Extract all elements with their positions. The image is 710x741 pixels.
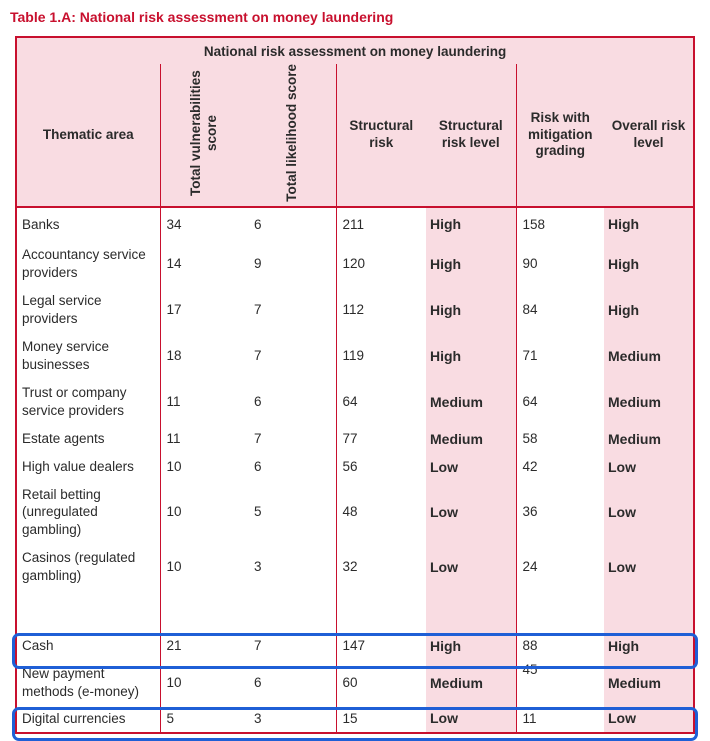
row-area: Money service businesses (16, 333, 160, 379)
row-likelihood: 6 (254, 216, 262, 232)
row-vulnerabilities: 21 (160, 631, 248, 661)
row-vulnerabilities: 10 (160, 661, 248, 705)
row-area: Retail betting (unregulated gambling) (16, 481, 160, 543)
row-vulnerabilities: 10 (160, 543, 248, 591)
header-likelihood-label: Total likelihood score (283, 63, 299, 202)
header-vulnerabilities-label: Total vulnerabilities score (188, 69, 220, 196)
row-overall: Medium (604, 425, 694, 453)
header-overall: Overall risk level (604, 64, 694, 207)
row-overall: Low (604, 453, 694, 481)
row-mitigation: 58 (516, 425, 604, 453)
row-structural-level: High (426, 207, 516, 241)
row-mitigation: 24 (516, 543, 604, 591)
row-vulnerabilities: 17 (160, 287, 248, 333)
row-structural-risk: 56 (336, 453, 426, 481)
row-likelihood: 6 (254, 459, 262, 475)
row-structural-risk: 112 (336, 287, 426, 333)
row-likelihood: 6 (254, 675, 262, 691)
row-structural-level: High (426, 333, 516, 379)
row-structural-level: High (426, 241, 516, 287)
row-mitigation: 64 (516, 379, 604, 425)
row-vulnerabilities: 5 (160, 705, 248, 733)
row-area: New payment methods (e-money) (16, 661, 160, 705)
row-structural-risk: 48 (336, 481, 426, 543)
row-structural-level: Medium (426, 661, 516, 705)
row-area: Banks (16, 207, 160, 241)
row-area: Legal service providers (16, 287, 160, 333)
row-likelihood: 9 (254, 256, 262, 272)
row-area: Cash (16, 631, 160, 661)
row-vulnerabilities: 11 (160, 379, 248, 425)
row-structural-risk: 211 (336, 207, 426, 241)
header-vulnerabilities (160, 64, 248, 207)
header-structural-level: Structural risk level (426, 64, 516, 207)
row-mitigation: 84 (516, 287, 604, 333)
header-mitigation: Risk with mitigation grading (516, 64, 604, 207)
table-row (16, 481, 694, 543)
row-overall: Low (604, 705, 694, 733)
row-mitigation: 88 (516, 631, 604, 661)
row-vulnerabilities: 34 (160, 207, 248, 241)
row-overall: High (604, 241, 694, 287)
row-mitigation: 158 (516, 207, 604, 241)
table-row (16, 453, 694, 481)
row-mitigation: 36 (516, 481, 604, 543)
row-vulnerabilities: 11 (160, 425, 248, 453)
table-row (16, 287, 694, 333)
row-likelihood: 7 (254, 302, 262, 318)
table-row (16, 207, 694, 241)
row-overall: Low (604, 543, 694, 591)
row-likelihood: 7 (254, 431, 262, 447)
row-overall: Low (604, 481, 694, 543)
table-row (16, 705, 694, 733)
table-row (16, 333, 694, 379)
row-mitigation: 90 (516, 241, 604, 287)
table-row (16, 241, 694, 287)
row-mitigation: 11 (516, 705, 604, 733)
row-likelihood: 6 (254, 394, 262, 410)
table-row (16, 661, 694, 705)
row-mitigation: 45 (516, 661, 604, 705)
row-structural-risk: 15 (336, 705, 426, 733)
row-structural-level: Low (426, 481, 516, 543)
header-structural-risk: Structural risk (336, 64, 426, 207)
row-overall: Medium (604, 379, 694, 425)
table-banner: National risk assessment on money laundering (16, 37, 694, 64)
table-row (16, 543, 694, 591)
row-overall: Medium (604, 333, 694, 379)
row-structural-level: Medium (426, 425, 516, 453)
row-vulnerabilities: 10 (160, 481, 248, 543)
row-likelihood: 7 (254, 638, 262, 654)
row-vulnerabilities: 18 (160, 333, 248, 379)
row-structural-level: Medium (426, 379, 516, 425)
row-structural-risk: 64 (336, 379, 426, 425)
row-area: Trust or company service providers (16, 379, 160, 425)
row-structural-risk: 120 (336, 241, 426, 287)
row-overall: High (604, 207, 694, 241)
row-likelihood: 5 (254, 504, 262, 520)
row-structural-risk: 119 (336, 333, 426, 379)
row-overall: High (604, 631, 694, 661)
row-area: Digital currencies (16, 705, 160, 733)
row-structural-risk: 77 (336, 425, 426, 453)
table-row (16, 425, 694, 453)
row-mitigation: 71 (516, 333, 604, 379)
header-likelihood (248, 64, 336, 207)
table-row (16, 379, 694, 425)
row-likelihood: 7 (254, 348, 262, 364)
row-overall: High (604, 287, 694, 333)
row-area: Estate agents (16, 425, 160, 453)
row-vulnerabilities: 10 (160, 453, 248, 481)
table-spacer-row (16, 591, 694, 631)
row-structural-level: High (426, 631, 516, 661)
row-structural-risk: 147 (336, 631, 426, 661)
risk-assessment-table (15, 36, 695, 734)
row-area: Casinos (regulated gambling) (16, 543, 160, 591)
row-structural-level: High (426, 287, 516, 333)
row-structural-level: Low (426, 705, 516, 733)
row-structural-level: Low (426, 453, 516, 481)
row-overall: Medium (604, 661, 694, 705)
row-likelihood: 3 (248, 705, 336, 733)
table-caption: Table 1.A: National risk assessment on money laundering (10, 9, 394, 25)
row-mitigation: 42 (516, 453, 604, 481)
row-structural-level: Low (426, 543, 516, 591)
row-structural-risk: 32 (336, 543, 426, 591)
row-structural-risk: 60 (336, 661, 426, 705)
row-area: Accountancy service providers (16, 241, 160, 287)
table-row (16, 631, 694, 661)
row-area: High value dealers (16, 453, 160, 481)
header-thematic-area: Thematic area (16, 64, 160, 207)
row-vulnerabilities: 14 (160, 241, 248, 287)
row-likelihood: 3 (254, 559, 262, 575)
